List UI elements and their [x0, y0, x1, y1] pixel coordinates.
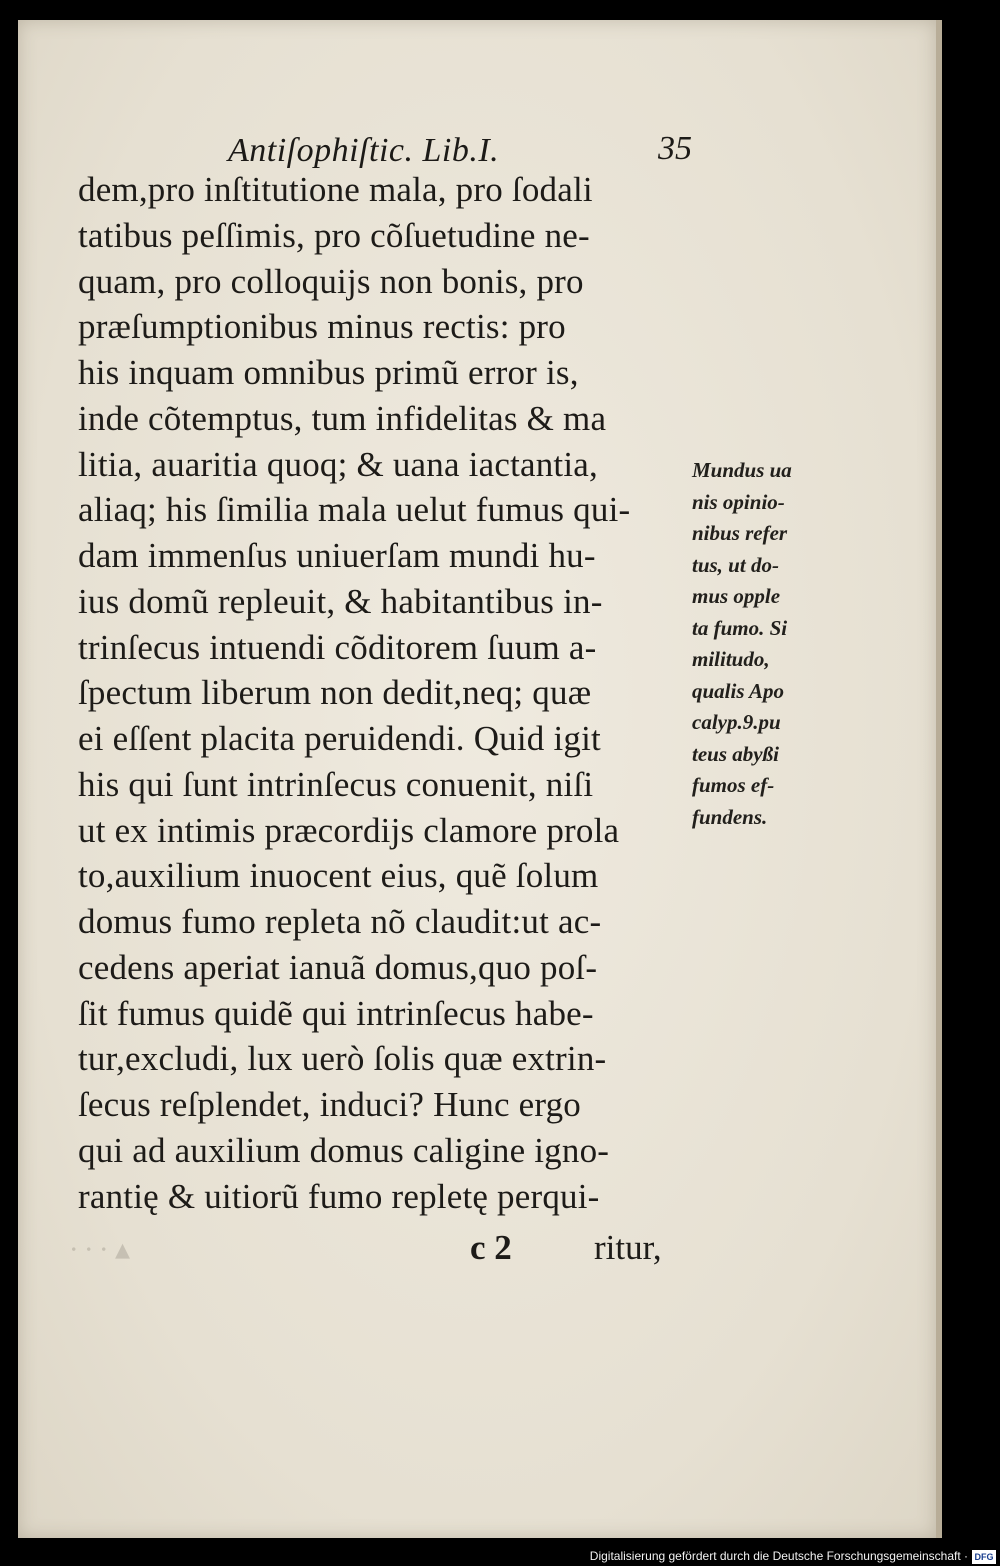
text-line: ut ex intimis præcordijs clamore prola — [78, 810, 620, 850]
body-text — [78, 167, 698, 1219]
text-line: inde cõtemptus, tum infidelitas & ma — [78, 398, 607, 438]
text-line: his inquam omnibus primũ error is, — [78, 353, 579, 392]
show-through-marks: ∙ ∙ ∙ ▴ — [70, 1233, 131, 1266]
text-line: quam, pro colloquijs non bonis, pro — [78, 261, 584, 301]
marginal-note-line: mus opple — [692, 584, 781, 608]
text-line: to,auxilium inuocent eius, quẽ ſolum — [78, 856, 599, 896]
marginal-note-line: calyp.9.pu — [692, 710, 781, 734]
text-line: qui ad auxilium domus caligine igno- — [78, 1130, 610, 1170]
text-line: præſumptionibus minus rectis: pro — [78, 307, 566, 347]
text-line: ſecus reſplendet, induci? Hunc ergo — [78, 1085, 581, 1124]
text-line: domus fumo repleta nõ claudit:ut ac- — [78, 902, 602, 941]
marginal-note-line: Mundus ua — [692, 458, 792, 482]
text-line: ſit fumus quidẽ qui intrinſecus habe- — [78, 993, 594, 1033]
marginal-note-line: teus abyßi — [692, 741, 779, 766]
text-line: rantię & uitiorũ fumo repletę perqui- — [78, 1176, 600, 1216]
marginal-note — [692, 455, 832, 833]
marginal-note-line: nibus refer — [692, 521, 788, 545]
text-line: ſpectum liberum non dedit,neq; quæ — [78, 673, 592, 713]
signature-mark: c 2 — [470, 1228, 512, 1267]
catchword: ritur, — [594, 1228, 662, 1267]
marginal-note-line: fumos ef- — [692, 773, 775, 797]
text-line: litia, auaritia quoq; & uana iactantia, — [78, 444, 598, 484]
page-number: 35 — [658, 130, 692, 167]
page-edge — [936, 20, 942, 1538]
digitization-credit: Digitalisierung gefördert durch die Deutsche Forschungsgemeinschaft · — [589, 1549, 968, 1563]
text-line: dam immenſus uniuerſam mundi hu- — [78, 536, 596, 575]
marginal-note-line: militudo, — [692, 647, 770, 671]
text-line: ius domũ repleuit, & habitantibus in- — [78, 581, 603, 621]
text-line: trinſecus intuendi cõditorem ſuum a- — [78, 627, 597, 667]
signature-line — [470, 1228, 700, 1268]
dfg-logo-icon: DFG — [972, 1550, 996, 1564]
text-line: tur,excludi, lux uerò ſolis quæ extrin- — [78, 1039, 607, 1079]
text-line: cedens aperiat ianuã domus,quo poſ- — [78, 947, 598, 987]
text-line: dem,pro inſtitutione mala, pro ſodali — [78, 170, 593, 209]
running-head: Antiſophiſtic. Lib.I. — [228, 132, 500, 169]
marginal-note-line: ta fumo. Si — [692, 615, 788, 640]
marginal-note-line: fundens. — [692, 804, 768, 829]
marginal-note-line: tus, ut do- — [692, 552, 779, 577]
marginal-note-line: nis opinio- — [692, 489, 785, 514]
text-line: aliaq; his ſimilia mala uelut fumus qui- — [78, 490, 631, 530]
text-line: ei eſſent placita peruidendi. Quid igit — [78, 719, 601, 758]
text-line: his qui ſunt intrinſecus conuenit, niſi — [78, 764, 594, 804]
text-line: tatibus peſſimis, pro cõſuetudine ne- — [78, 215, 590, 255]
marginal-note-line: qualis Apo — [692, 678, 784, 703]
